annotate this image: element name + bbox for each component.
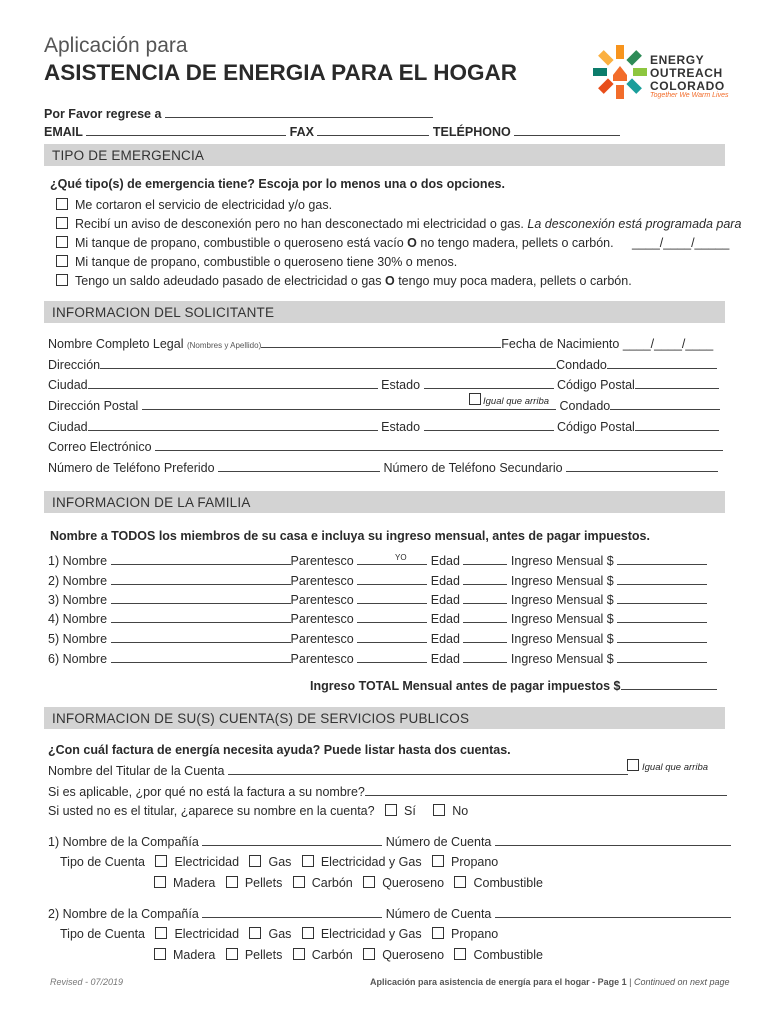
account-type-checkbox[interactable] — [302, 927, 314, 939]
account-type-checkbox[interactable] — [226, 948, 238, 960]
appears-row: Si usted no es el titular, ¿aparece su nombre en la cuenta? Sí No — [48, 804, 469, 818]
member-name-field[interactable] — [111, 592, 291, 604]
state-field[interactable] — [424, 377, 554, 389]
account-type-checkbox[interactable] — [432, 927, 444, 939]
total-income-field[interactable] — [621, 678, 717, 690]
member-name-field[interactable] — [111, 631, 291, 643]
account-holder-field[interactable] — [228, 763, 628, 775]
secondary-phone-field[interactable] — [566, 460, 718, 472]
logo-line-3: COLORADO — [650, 79, 725, 93]
logo-line-2: OUTREACH — [650, 66, 723, 80]
no-checkbox[interactable] — [433, 804, 445, 816]
full-name-row: Nombre Completo Legal (Nombres y Apellido) Fecha de Nacimiento ____/____/____ — [48, 337, 714, 351]
account-type-row-2: Madera Pellets Carbón Queroseno Combustible — [154, 948, 553, 962]
family-member-row: 3) Nombre Parentesco Edad Ingreso Mensual $ — [48, 592, 707, 607]
account-type-checkbox[interactable] — [293, 876, 305, 888]
why-field[interactable] — [365, 784, 727, 796]
full-name-field[interactable] — [261, 336, 501, 348]
member-age-field[interactable] — [463, 592, 507, 604]
city-row: Ciudad Estado Código Postal — [48, 377, 719, 392]
member-income-field[interactable] — [617, 592, 707, 604]
member-name-field[interactable] — [111, 573, 291, 585]
emergency-option-4[interactable]: Mi tanque de propano, combustible o queroseno tiene 30% o menos. — [56, 255, 457, 269]
member-relation-field[interactable] — [357, 553, 427, 565]
disconnect-date-field[interactable]: ____/____/_____ — [632, 236, 730, 250]
account-type-checkbox[interactable] — [363, 948, 375, 960]
member-income-field[interactable] — [617, 631, 707, 643]
account-company-row: 1) Nombre de la Compañía Número de Cuenta — [48, 834, 731, 849]
section-band-emergency: TIPO DE EMERGENCIA — [44, 144, 725, 166]
utility-same-as-above-checkbox[interactable]: Igual que arriba — [627, 759, 708, 775]
logo-line-1: ENERGY — [650, 53, 705, 67]
applicant-email-field[interactable] — [155, 439, 723, 451]
account-type-checkbox[interactable] — [454, 876, 466, 888]
company-name-field[interactable] — [202, 906, 382, 918]
section-band-family: INFORMACION DE LA FAMILIA — [44, 491, 725, 513]
revised-date: Revised - 07/2019 — [50, 977, 124, 987]
utility-question: ¿Con cuál factura de energía necesita ayuda? Puede listar hasta dos cuentas. — [48, 743, 511, 757]
member-age-field[interactable] — [463, 651, 507, 663]
emergency-option-1[interactable]: Me cortaron el servicio de electricidad y/o gas. — [56, 198, 332, 212]
account-holder-row: Nombre del Titular de la Cuenta — [48, 763, 628, 778]
member-income-field[interactable] — [617, 611, 707, 623]
dob-field[interactable]: ____/____/____ — [622, 337, 714, 351]
email-row: Correo Electrónico — [48, 439, 723, 454]
member-relation-field[interactable] — [357, 592, 427, 604]
account-type-checkbox[interactable] — [293, 948, 305, 960]
energy-outreach-logo-icon — [592, 44, 648, 100]
family-member-row: 5) Nombre Parentesco Edad Ingreso Mensual $ — [48, 631, 707, 646]
account-type-checkbox[interactable] — [363, 876, 375, 888]
emergency-question: ¿Qué tipo(s) de emergencia tiene? Escoja por lo menos una o dos opciones. — [50, 177, 505, 191]
email-field[interactable] — [86, 124, 286, 136]
member-relation-field[interactable] — [357, 631, 427, 643]
section-band-applicant: INFORMACION DEL SOLICITANTE — [44, 301, 725, 323]
section-band-utility: INFORMACION DE SU(S) CUENTA(S) DE SERVICIOS PUBLICOS — [44, 707, 725, 729]
total-income-row: Ingreso TOTAL Mensual antes de pagar impuestos $ — [310, 678, 717, 693]
account-number-field[interactable] — [495, 906, 731, 918]
account-type-checkbox[interactable] — [249, 855, 261, 867]
logo-tagline: Together We Warm Lives — [650, 92, 729, 99]
member-income-field[interactable] — [617, 573, 707, 585]
member-age-field[interactable] — [463, 573, 507, 585]
why-row: Si es aplicable, ¿por qué no está la factura a su nombre? — [48, 784, 727, 799]
return-to-field[interactable] — [165, 106, 433, 118]
return-label: Por Favor regrese a — [44, 106, 433, 121]
member-relation-field[interactable] — [357, 611, 427, 623]
account-type-checkbox[interactable] — [154, 876, 166, 888]
yes-checkbox[interactable] — [385, 804, 397, 816]
member-age-field[interactable] — [463, 611, 507, 623]
city-field[interactable] — [88, 377, 378, 389]
member-name-field[interactable] — [111, 651, 291, 663]
checkbox[interactable] — [56, 198, 68, 210]
mail-city-row: Ciudad Estado Código Postal — [48, 419, 719, 434]
account-type-row: Tipo de Cuenta Electricidad Gas Electricidad y Gas Propano — [60, 927, 499, 941]
address-field[interactable] — [100, 357, 556, 369]
member-income-field[interactable] — [617, 651, 707, 663]
account-type-checkbox[interactable] — [249, 927, 261, 939]
mail-zip-field[interactable] — [635, 419, 719, 431]
family-member-row: 1) Nombre Parentesco Edad Ingreso Mensual $ — [48, 553, 707, 568]
checkbox[interactable] — [56, 274, 68, 286]
family-member-row: 6) Nombre Parentesco Edad Ingreso Mensual $ — [48, 651, 707, 666]
same-as-above-checkbox[interactable]: Igual que arriba — [469, 393, 549, 409]
checkbox[interactable] — [627, 759, 639, 771]
company-name-field[interactable] — [202, 834, 382, 846]
form-subtitle: Aplicación para — [44, 34, 188, 57]
family-member-row: 4) Nombre Parentesco Edad Ingreso Mensual $ — [48, 611, 707, 626]
account-type-checkbox[interactable] — [155, 927, 167, 939]
checkbox[interactable] — [56, 217, 68, 229]
page-footer: Aplicación para asistencia de energía para el hogar - Page 1 | Continued on next page — [370, 977, 730, 987]
mail-county-field[interactable] — [610, 398, 720, 410]
member-income-field[interactable] — [617, 553, 707, 565]
telephone-field[interactable] — [514, 124, 620, 136]
preferred-phone-field[interactable] — [218, 460, 380, 472]
account-type-row-2: Madera Pellets Carbón Queroseno Combustible — [154, 876, 553, 890]
account-company-row: 2) Nombre de la Compañía Número de Cuenta — [48, 906, 731, 921]
member-age-field[interactable] — [463, 553, 507, 565]
account-number-field[interactable] — [495, 834, 731, 846]
self-relation-value: YO — [395, 553, 407, 562]
account-type-checkbox[interactable] — [226, 876, 238, 888]
mail-address-row: Dirección Postal — [48, 398, 470, 413]
account-type-checkbox[interactable] — [302, 855, 314, 867]
zip-field[interactable] — [635, 377, 719, 389]
member-relation-field[interactable] — [357, 573, 427, 585]
address-row: Dirección Condado — [48, 357, 717, 372]
form-title: ASISTENCIA DE ENERGIA PARA EL HOGAR — [44, 60, 517, 85]
checkbox[interactable] — [56, 236, 68, 248]
fax-field[interactable] — [317, 124, 429, 136]
member-age-field[interactable] — [463, 631, 507, 643]
member-name-field[interactable] — [111, 611, 291, 623]
account-type-row: Tipo de Cuenta Electricidad Gas Electricidad y Gas Propano — [60, 855, 499, 869]
checkbox[interactable] — [56, 255, 68, 267]
mail-city-field[interactable] — [88, 419, 378, 431]
account-type-checkbox[interactable] — [154, 948, 166, 960]
mail-state-field[interactable] — [424, 419, 554, 431]
county-field[interactable] — [607, 357, 717, 369]
account-type-checkbox[interactable] — [454, 948, 466, 960]
emergency-option-3[interactable]: Mi tanque de propano, combustible o queroseno está vacío O no tengo madera, pellets o carbón. — [56, 236, 614, 250]
account-type-checkbox[interactable] — [155, 855, 167, 867]
emergency-option-2[interactable]: Recibí un aviso de desconexión pero no han desconectado mi electricidad o gas. La desconexión está programada para — [56, 217, 741, 231]
account-type-checkbox[interactable] — [432, 855, 444, 867]
contact-line: EMAIL FAX TELÉPHONO — [44, 124, 620, 139]
family-instruction: Nombre a TODOS los miembros de su casa e incluya su ingreso mensual, antes de pagar impuestos. — [50, 529, 650, 543]
member-name-field[interactable] — [111, 553, 291, 565]
mail-county-row: Condado — [469, 398, 720, 413]
mail-address-field[interactable] — [142, 398, 470, 410]
family-member-row: 2) Nombre Parentesco Edad Ingreso Mensual $ — [48, 573, 707, 588]
member-relation-field[interactable] — [357, 651, 427, 663]
emergency-option-5[interactable]: Tengo un saldo adeudado pasado de electricidad o gas O tengo muy poca madera, pellets o carbón. — [56, 274, 632, 288]
phone-row: Número de Teléfono Preferido Número de Teléfono Secundario — [48, 460, 718, 475]
